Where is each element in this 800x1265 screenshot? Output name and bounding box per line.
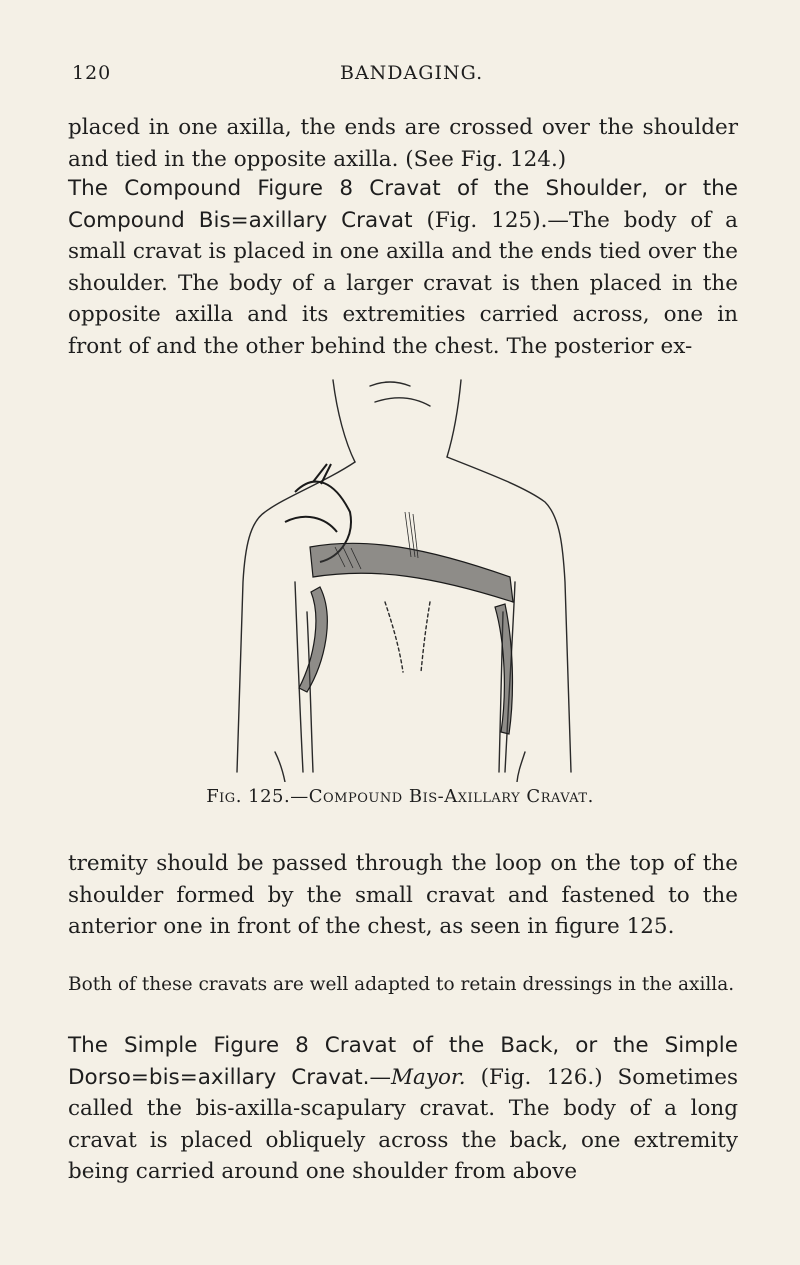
paragraph-2	[68, 173, 738, 362]
paragraph-4-text: (Fig. 126.) Sometimes called the bis-axilla-scapulary cravat. The body of a long cravat is placed obliquely across the back, one extremity being carried around one shoulder from above	[68, 1064, 738, 1184]
figure-caption-prefix: Fig. 125.	[206, 786, 291, 807]
section-heading-compound-cravat: The Compound Figure 8 Cravat of the Shoulder, or the Compound Bis=axillary Cravat	[68, 176, 738, 233]
author-name: Mayor.	[390, 1064, 466, 1090]
running-title: BANDAGING.	[340, 62, 484, 84]
em-dash: —	[369, 1064, 391, 1090]
figure-125-illustration	[225, 372, 605, 782]
page-header	[0, 62, 800, 92]
paragraph-1: placed in one axilla, the ends are crossed over the shoulder and tied in the opposite axilla. (See Fig. 124.)	[68, 115, 738, 172]
note-paragraph: Both of these cravats are well adapted to retain dressings in the axilla.	[68, 974, 735, 995]
page-number: 120	[72, 62, 112, 84]
figure-caption-text: —Compound Bis-Axillary Cravat.	[290, 786, 594, 807]
figure-caption	[0, 786, 800, 807]
paragraph-4	[68, 1030, 738, 1188]
paragraph-3: tremity should be passed through the loop on the top of the shoulder formed by the small cravat and fastened to the anterior one in front of the chest, as seen in figure 125.	[68, 851, 738, 939]
section-heading-simple-cravat: The Simple Figure 8 Cravat of the Back, or the Simple Dorso=bis=axillary Cravat.	[68, 1033, 738, 1090]
paragraph-2-text: (Fig. 125).—The body of a small cravat is placed in one axilla and the ends tied over the shoulder. The body of a larger cravat is then placed in the opposite axilla and its extremities carried across, one in front of and the other behind the chest. The posterior ex-	[68, 207, 738, 359]
